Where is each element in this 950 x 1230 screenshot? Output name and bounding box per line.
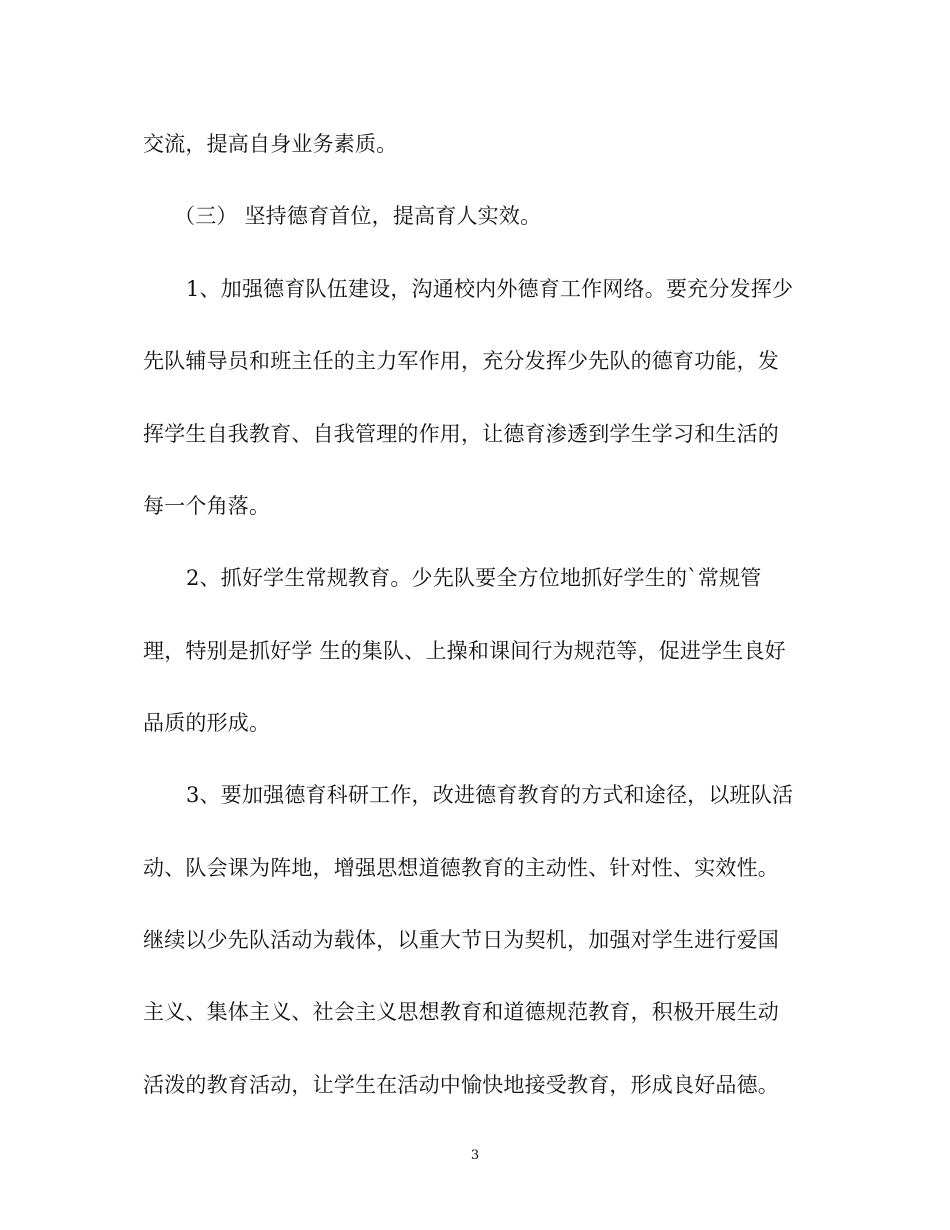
text-line: 动、队会课为阵地，增强思想道德教育的主动性、针对性、实效性。	[143, 856, 779, 880]
text-line: 先队辅导员和班主任的主力军作用，充分发挥少先队的德育功能，发	[143, 349, 779, 373]
text-line: 理，特别是抓好学 生的集队、上操和课间行为规范等，促进学生良好	[143, 639, 786, 663]
text-line: 交流，提高自身业务素质。	[143, 132, 398, 156]
text-line: 活泼的教育活动，让学生在活动中愉快地接受教育，形成良好品德。	[143, 1073, 779, 1097]
text-line: 3、要加强德育科研工作，改进德育教育的方式和途径，以班队活	[186, 783, 794, 807]
page-number: 3	[470, 1148, 480, 1163]
text-line: 品质的形成。	[143, 711, 271, 735]
text-line: 继续以少先队活动为载体，以重大节日为契机，加强对学生进行爱国	[143, 928, 779, 952]
text-line: 主义、集体主义、社会主义思想教育和道德规范教育，积极开展生动	[143, 1000, 779, 1024]
section-heading: （三） 坚持德育首位，提高育人实效。	[174, 204, 542, 228]
text-line: 每一个角落。	[143, 494, 271, 518]
text-line: 1、加强德育队伍建设，沟通校内外德育工作网络。要充分发挥少	[186, 277, 794, 301]
text-line: 2、抓好学生常规教育。少先队要全方位地抓好学生的`常规管	[186, 566, 762, 590]
text-line: 挥学生自我教育、自我管理的作用，让德育渗透到学生学习和生活的	[143, 422, 779, 446]
